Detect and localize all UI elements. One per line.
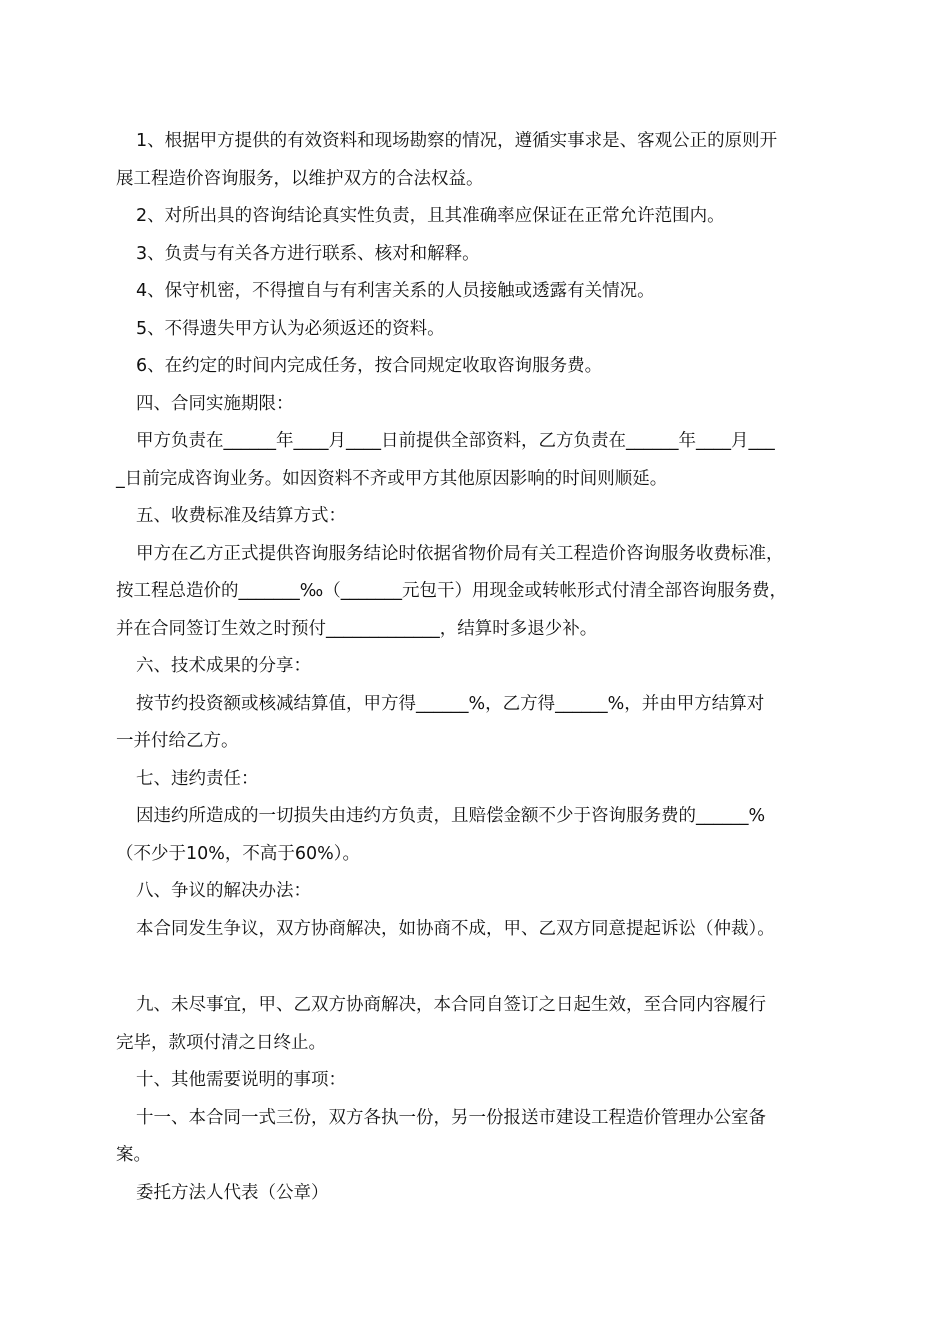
clause-9-line-2: 完毕，款项付清之日终止。: [116, 1032, 326, 1053]
clause-5: 5、不得遗失甲方认为必须返还的资料。: [136, 318, 445, 339]
clause-3: 3、负责与有关各方进行联系、核对和解释。: [136, 243, 480, 264]
section-heading-results: 六、技术成果的分享：: [136, 656, 311, 676]
blank-line: [116, 948, 856, 987]
section-heading-term: 四、合同实施期限：: [136, 393, 294, 414]
results-text-line-1: 按节约投资额或核减结算值，甲方得______%，乙方得______%，并由甲方结算对: [136, 693, 765, 714]
signature-line: 委托方法人代表（公章）: [136, 1182, 329, 1203]
term-text-line-2: _日前完成咨询业务。如因资料不齐或甲方其他原因影响的时间则顺延。: [116, 468, 668, 489]
text-line: 1、根据甲方提供的有效资料和现场勘察的情况，遵循实事求是、客观公正的原则开: [136, 131, 778, 151]
clause-10: 十、其他需要说明的事项：: [136, 1070, 346, 1090]
results-text-line-2: 一并付给乙方。: [116, 731, 239, 751]
section-heading-fees: 五、收费标准及结算方式：: [136, 506, 346, 526]
term-text-line-1: 甲方负责在______年____月____日前提供全部资料，乙方负责在______年____月___: [136, 431, 775, 451]
section-heading-breach: 七、违约责任：: [136, 768, 259, 789]
clause-2: 2、对所出具的咨询结论真实性负责，且其准确率应保证在正常允许范围内。: [136, 206, 725, 226]
clause-6: 6、在约定的时间内完成任务，按合同规定收取咨询服务费。: [136, 356, 603, 376]
fees-text-line-1: 甲方在乙方正式提供咨询服务结论时依据省物价局有关工程造价咨询服务收费标准，: [136, 543, 784, 564]
clause-11-line-2: 案。: [116, 1145, 151, 1165]
text-line: 展工程造价咨询服务，以维护双方的合法权益。: [116, 168, 484, 189]
disputes-text: 本合同发生争议，双方协商解决，如协商不成，甲、乙双方同意提起诉讼（仲裁）。: [136, 918, 775, 939]
section-heading-disputes: 八、争议的解决办法：: [136, 881, 311, 901]
clause-1: [116, 123, 856, 161]
breach-text-line-1: 因违约所造成的一切损失由违约方负责，且赔偿金额不少于咨询服务费的______%: [136, 806, 766, 826]
fees-text-line-2: 按工程总造价的_______‰（_______元包干）用现金或转帐形式付清全部咨询服务费，: [116, 581, 787, 601]
contract-body: [116, 123, 856, 1212]
clause-4: 4、保守机密，不得擅自与有利害关系的人员接触或透露有关情况。: [136, 281, 655, 301]
clause-11-line-1: 十一、本合同一式三份，双方各执一份，另一份报送市建设工程造价管理办公室备: [136, 1107, 766, 1128]
fees-text-line-3: 并在合同签订生效之时预付_____________，结算时多退少补。: [116, 618, 598, 639]
clause-9-line-1: 九、未尽事宜，甲、乙双方协商解决，本合同自签订之日起生效，至合同内容履行: [136, 995, 766, 1015]
breach-text-line-2: （不少于10%，不高于60%）。: [116, 843, 361, 864]
